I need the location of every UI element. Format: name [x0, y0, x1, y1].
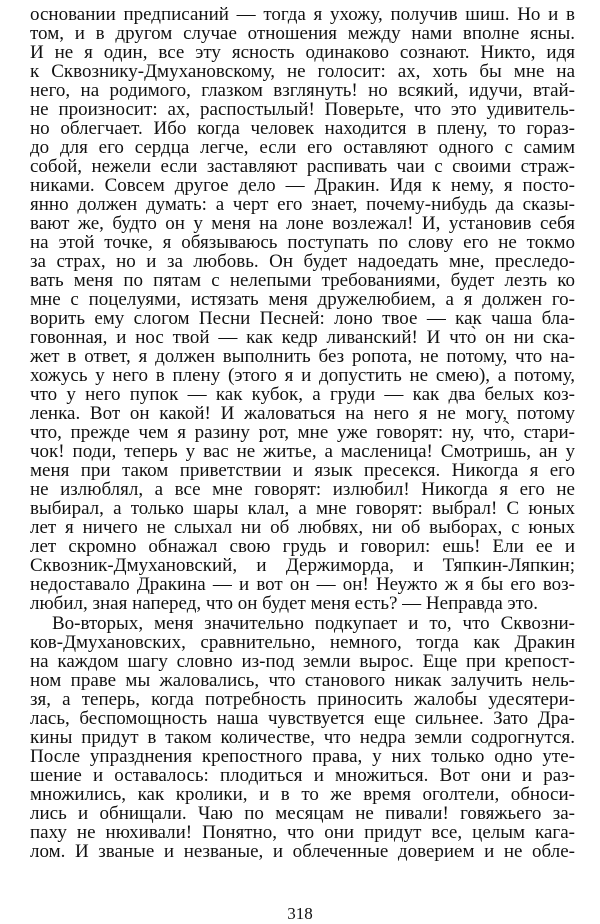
text-line: любил, зная наперед, что он будет меня есть? — Неправда это. [30, 593, 538, 615]
text-line: шение и оставалось: плодиться и множиться. Вот они и раз- [30, 764, 575, 786]
text-line: ленка. Вот он какой! И жаловаться на него я не могу, потому [30, 403, 575, 425]
text-line: на каждом шагу словно из-под земли вырос. Еще при крепост- [30, 650, 575, 672]
text-line: выбирал, а только шары клал, а мне говорят: выбрал! С юных [30, 498, 575, 520]
text-line: чок! поди, теперь у вас не житье, а масленица! Смотришь, ан у [30, 441, 575, 463]
text-line: до для его сердца легче, если его оставляют одного с самим [30, 137, 575, 159]
text-line: множились, как кролики, и в то же время оголтели, обноси- [30, 783, 575, 805]
text-line: никами. Совсем другое дело — Дракин. Идя к нему, я посто- [30, 175, 575, 197]
text-line: не излюблял, а все мне говорят: излюбил! Никогда я его не [30, 479, 575, 501]
text-line: что у него пупок — как кубок, а груди — как два белых коз- [30, 384, 575, 406]
text-line: лет скромно обнажал свою грудь и говорил: ешь! Ели ее и [30, 536, 575, 558]
text-line: ном праве мы жаловались, что станового никак залучить нель- [30, 669, 575, 691]
text-line: хожусь у него в плену (этого я и допустить не смею), а потому, [30, 365, 575, 387]
text-line: что, прежде чем я разину рот, мне уже говорят: ну, что̀, стари- [30, 422, 575, 444]
page-body [30, 5, 575, 861]
text-line: ков-Дмухановских, сравнительно, немного, тогда как Дракин [30, 631, 575, 653]
text-line: на этой точке, я обязываюсь поступать по слову его не токмо [30, 232, 575, 254]
text-line: янно должен думать: а черт его знает, почему-нибудь да сказы- [30, 194, 575, 216]
text-line: После упразднения крепостного права, у них только одно уте- [30, 745, 575, 767]
text-line: И не я один, все эту ясность одинаково сознают. Никто, идя [30, 42, 575, 64]
text-line: мне с поцелуями, истязать меня дружелюбием, а я должен го- [30, 289, 575, 311]
text-line: собой, нежели если заставляют распивать чаи с своими страж- [30, 156, 575, 178]
text-line: вают же, будто он у меня на лоне возлежал! И, установив себя [30, 213, 575, 235]
paragraph-2 [30, 614, 575, 861]
text-line: лась, беспомощность наша чувствуется еще сильнее. Зато Дра- [30, 707, 575, 729]
text-line: за страх, но и за любовь. Он будет надоедать мне, преследо- [30, 251, 575, 273]
text-line: лом. И званые и незваные, и облеченные доверием и не обле- [30, 840, 575, 862]
text-line: зя, а теперь, когда потребность приносить жалобы удесятери- [30, 688, 575, 710]
text-line: вать меня по пятам с нелепыми требованиями, будет лезть ко [30, 270, 575, 292]
page-number: 318 [287, 904, 313, 923]
text-line: кины придут в таком количестве, что недра земли содрогнутся. [30, 726, 575, 748]
text-line: ворить ему слогом Песни Песней: лоно твое — как чаша бла- [30, 308, 575, 330]
text-line: паху не нюхивали! Понятно, что они придут все, целым кага- [30, 821, 575, 843]
text-line: не произносит: ах, распостылый! Поверьте, что это удивитель- [30, 99, 575, 121]
text-line: говонная, и нос твой — как кедр ливанский! И что̀ он ни ска- [30, 327, 575, 349]
text-line: лись и обнищали. Чаю по месяцам не пивали! говяжьего за- [30, 802, 575, 824]
text-line: него, на родимого, глазком взглянуть! но всякий, идучи, втай- [30, 80, 575, 102]
text-line: к Сквознику-Дмухановскому, не голосит: ах, хоть бы мне на [30, 61, 575, 83]
text-line: Во-вторых, меня значительно подкупает и то, что Сквозни- [52, 612, 575, 634]
text-line: недоставало Дракина — и вот он — он! Неужто ж я бы его воз- [30, 574, 575, 596]
text-line: жет в ответ, я должен выполнить без ропота, не потому, что на- [30, 346, 575, 368]
text-line: Сквозник-Дмухановский, и Держиморда, и Тяпкин-Ляпкин; [30, 555, 575, 577]
text-line: меня при таком приветствии и язык пресекся. Никогда я его [30, 460, 575, 482]
paragraph-1 [30, 5, 575, 614]
text-line: но облегчает. Ибо когда человек находится в плену, то гораз- [30, 118, 575, 140]
text-line: лет я ничего не слыхал ни об любвях, ни об выборах, с юных [30, 517, 575, 539]
text-line: основании предписаний — тогда я ухожу, получив шиш. Но и в [30, 4, 575, 25]
text-line: том, и в другом случае отношения между нами вполне ясны. [30, 23, 575, 45]
